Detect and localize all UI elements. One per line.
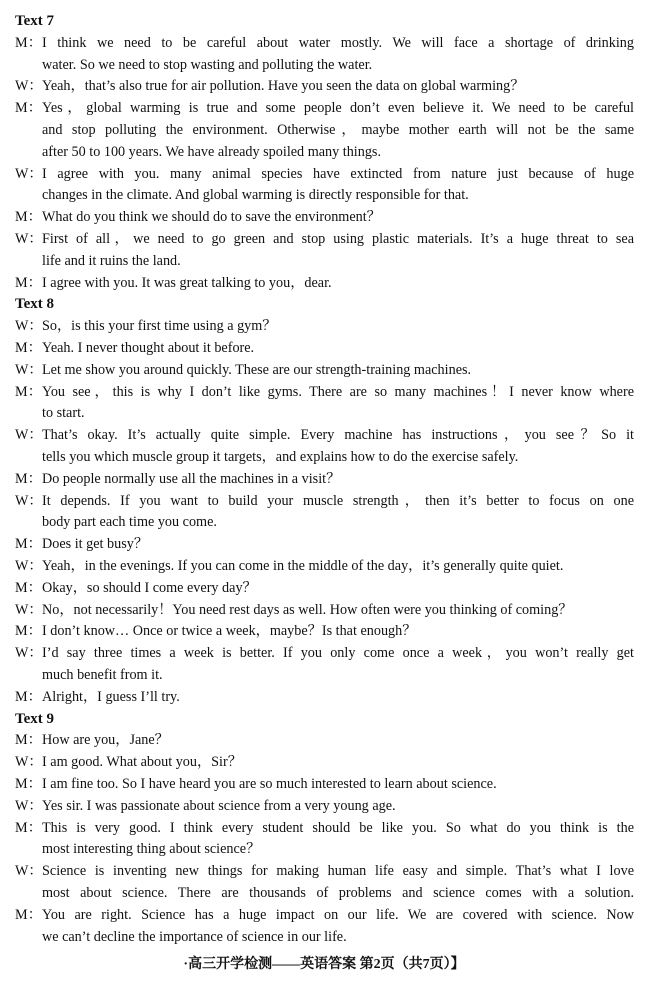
utterance-text: Yeah，in the evenings. If you can come in the middle of the day，it’s generally quite quiet. bbox=[42, 558, 564, 574]
dialogue-line-continuation bbox=[42, 884, 634, 902]
speaker-label: W： bbox=[15, 78, 43, 95]
section-heading: Text 8 bbox=[15, 296, 55, 313]
dialogue-line bbox=[15, 99, 634, 117]
dialogue-line bbox=[15, 731, 169, 749]
utterance-text: How are you，Jane？ bbox=[42, 732, 169, 749]
utterance-text: we can’t decline the importance of science in our life. bbox=[42, 928, 347, 945]
speaker-label: W： bbox=[15, 165, 43, 182]
dialogue-line-continuation bbox=[42, 143, 381, 161]
utterance-text: Let me show you around quickly. These are our strength-training machines. bbox=[42, 361, 472, 378]
utterance-text: No，not necessarily！You need rest days as well. How often were you thinking of coming？ bbox=[42, 601, 573, 618]
dialogue-line-continuation bbox=[42, 121, 634, 139]
dialogue-line bbox=[15, 34, 634, 52]
utterance-text: It depends. If you want to build your muscle strength，then it’s better to focus on one bbox=[42, 492, 634, 509]
dialogue-line bbox=[15, 77, 524, 95]
utterance-text: What do you think we should do to save the environment？ bbox=[42, 209, 381, 226]
dialogue-line-continuation bbox=[42, 56, 372, 74]
speaker-label: M： bbox=[15, 100, 42, 117]
dialogue-line bbox=[15, 601, 573, 619]
utterance-text: to start. bbox=[42, 405, 85, 422]
speaker-label: W： bbox=[15, 318, 43, 335]
dialogue-line bbox=[15, 383, 634, 401]
utterance-text: Yeah. I never thought about it before. bbox=[42, 340, 255, 356]
utterance-text: Yes sir. I was passionate about science from a very young age. bbox=[42, 797, 396, 814]
dialogue-line-continuation bbox=[42, 404, 85, 422]
speaker-label: W： bbox=[15, 492, 43, 509]
utterance-text: tells you which muscle group it targets，and explains how to do the exercise safely. bbox=[42, 449, 519, 465]
utterance-text: That’s okay. It’s actually quite simple. Every machine has instructions，you see？So it bbox=[42, 427, 634, 444]
utterance-text: changes in the climate. And global warming is directly responsible for that. bbox=[42, 187, 469, 204]
dialogue-line bbox=[15, 775, 497, 793]
dialogue-line bbox=[15, 426, 634, 444]
dialogue-line-continuation bbox=[42, 252, 181, 270]
utterance-text: Does it get busy？ bbox=[42, 536, 149, 553]
speaker-label: M： bbox=[15, 274, 42, 291]
utterance-text: most interesting thing about science？ bbox=[42, 841, 261, 858]
speaker-label: W： bbox=[15, 361, 43, 378]
utterance-text: This is very good. I think every student should be like you. So what do you think is the bbox=[42, 819, 634, 836]
dialogue-line-continuation bbox=[42, 840, 260, 858]
speaker-label: W： bbox=[15, 645, 43, 662]
section-heading: Text 9 bbox=[15, 710, 55, 727]
utterance-text: after 50 to 100 years. We have already spoiled many things. bbox=[42, 143, 381, 160]
utterance-text: I think we need to be careful about water mostly. We will face a shortage of drinking bbox=[42, 34, 634, 51]
utterance-text: Alright，I guess I’ll try. bbox=[42, 688, 180, 705]
speaker-label: M： bbox=[15, 470, 42, 487]
dialogue-line-continuation bbox=[42, 513, 217, 531]
utterance-text: So，is this your first time using a gym？ bbox=[42, 318, 277, 335]
dialogue-line bbox=[15, 797, 396, 815]
speaker-label: M： bbox=[15, 732, 42, 749]
utterance-text: Yes，global warming is true and some people don’t even believe it. We need to be careful bbox=[42, 100, 634, 117]
dialogue-line bbox=[15, 317, 277, 335]
dialogue-line bbox=[15, 862, 634, 880]
dialogue-line bbox=[15, 492, 634, 510]
dialogue-line-continuation bbox=[42, 666, 163, 684]
speaker-label: M： bbox=[15, 209, 42, 226]
speaker-label: M： bbox=[15, 383, 42, 400]
dialogue-line bbox=[15, 339, 254, 357]
speaker-label: W： bbox=[15, 601, 43, 618]
speaker-label: W： bbox=[15, 231, 43, 247]
utterance-text: You see，this is why I don’t like gyms. There are so many machines！I never know where bbox=[42, 383, 634, 400]
dialogue-line bbox=[15, 165, 634, 183]
speaker-label: M： bbox=[15, 688, 42, 705]
speaker-label: W： bbox=[15, 558, 43, 574]
dialogue-line bbox=[15, 644, 634, 662]
dialogue-line bbox=[15, 819, 634, 837]
dialogue-line bbox=[15, 906, 634, 924]
dialogue-line bbox=[15, 622, 416, 640]
speaker-label: M： bbox=[15, 536, 42, 553]
utterance-text: First of all，we need to go green and stop using plastic materials. It’s a huge threat to sea bbox=[42, 231, 634, 247]
speaker-label: M： bbox=[15, 819, 42, 836]
dialogue-line bbox=[15, 535, 148, 553]
utterance-text: I don’t know… Once or twice a week，maybe？Is that enough？ bbox=[42, 623, 417, 640]
utterance-text: Okay，so should I come every day？ bbox=[42, 579, 257, 596]
utterance-text: Science is inventing new things for making human life easy and simple. That’s what I love bbox=[42, 863, 634, 880]
utterance-text: I agree with you. many animal species have extincted from nature just because of huge bbox=[42, 165, 634, 182]
page-footer: ·高三开学检测——英语答案 第2页（共7页）】 bbox=[183, 957, 465, 972]
utterance-text: I agree with you. It was great talking to you，dear. bbox=[42, 274, 332, 291]
section-heading: Text 7 bbox=[15, 13, 55, 29]
dialogue-line bbox=[15, 470, 340, 488]
utterance-text: life and it ruins the land. bbox=[42, 252, 181, 269]
speaker-label: M： bbox=[15, 340, 42, 356]
speaker-label: M： bbox=[15, 906, 42, 923]
utterance-text: and stop polluting the environment. Otherwise，maybe mother earth will not be the same bbox=[42, 122, 634, 138]
utterance-text: I am good. What about you，Sir？ bbox=[42, 754, 242, 771]
speaker-label: M： bbox=[15, 34, 42, 51]
utterance-text: body part each time you come. bbox=[42, 514, 217, 531]
utterance-text: I’d say three times a week is better. If you only come once a week，you won’t really get bbox=[42, 645, 634, 662]
dialogue-line-continuation bbox=[42, 928, 347, 946]
dialogue-line bbox=[15, 230, 634, 248]
utterance-text: much benefit from it. bbox=[42, 667, 163, 683]
utterance-text: I am fine too. So I have heard you are so much interested to learn about science. bbox=[42, 776, 497, 792]
utterance-text: Do people normally use all the machines in a visit？ bbox=[42, 470, 341, 487]
speaker-label: M： bbox=[15, 579, 42, 596]
dialogue-line bbox=[15, 753, 242, 771]
dialogue-line-continuation bbox=[42, 186, 469, 204]
dialogue-line bbox=[15, 557, 563, 575]
speaker-label: W： bbox=[15, 754, 43, 771]
utterance-text: You are right. Science has a huge impact on our life. We are covered with science. Now bbox=[42, 906, 634, 923]
dialogue-line bbox=[15, 274, 332, 292]
utterance-text: Yeah，that’s also true for air pollution. Have you seen the data on global warming？ bbox=[42, 78, 525, 95]
utterance-text: most about science. There are thousands of problems and science comes with a solution. bbox=[42, 885, 634, 901]
speaker-label: M： bbox=[15, 776, 42, 792]
dialogue-line bbox=[15, 361, 471, 379]
speaker-label: M： bbox=[15, 623, 42, 640]
dialogue-line bbox=[15, 579, 257, 597]
dialogue-line-continuation bbox=[42, 448, 518, 466]
speaker-label: W： bbox=[15, 797, 43, 814]
dialogue-line bbox=[15, 688, 180, 706]
speaker-label: W： bbox=[15, 427, 43, 444]
utterance-text: water. So we need to stop wasting and polluting the water. bbox=[42, 56, 373, 73]
dialogue-line bbox=[15, 208, 381, 226]
speaker-label: W： bbox=[15, 863, 43, 880]
